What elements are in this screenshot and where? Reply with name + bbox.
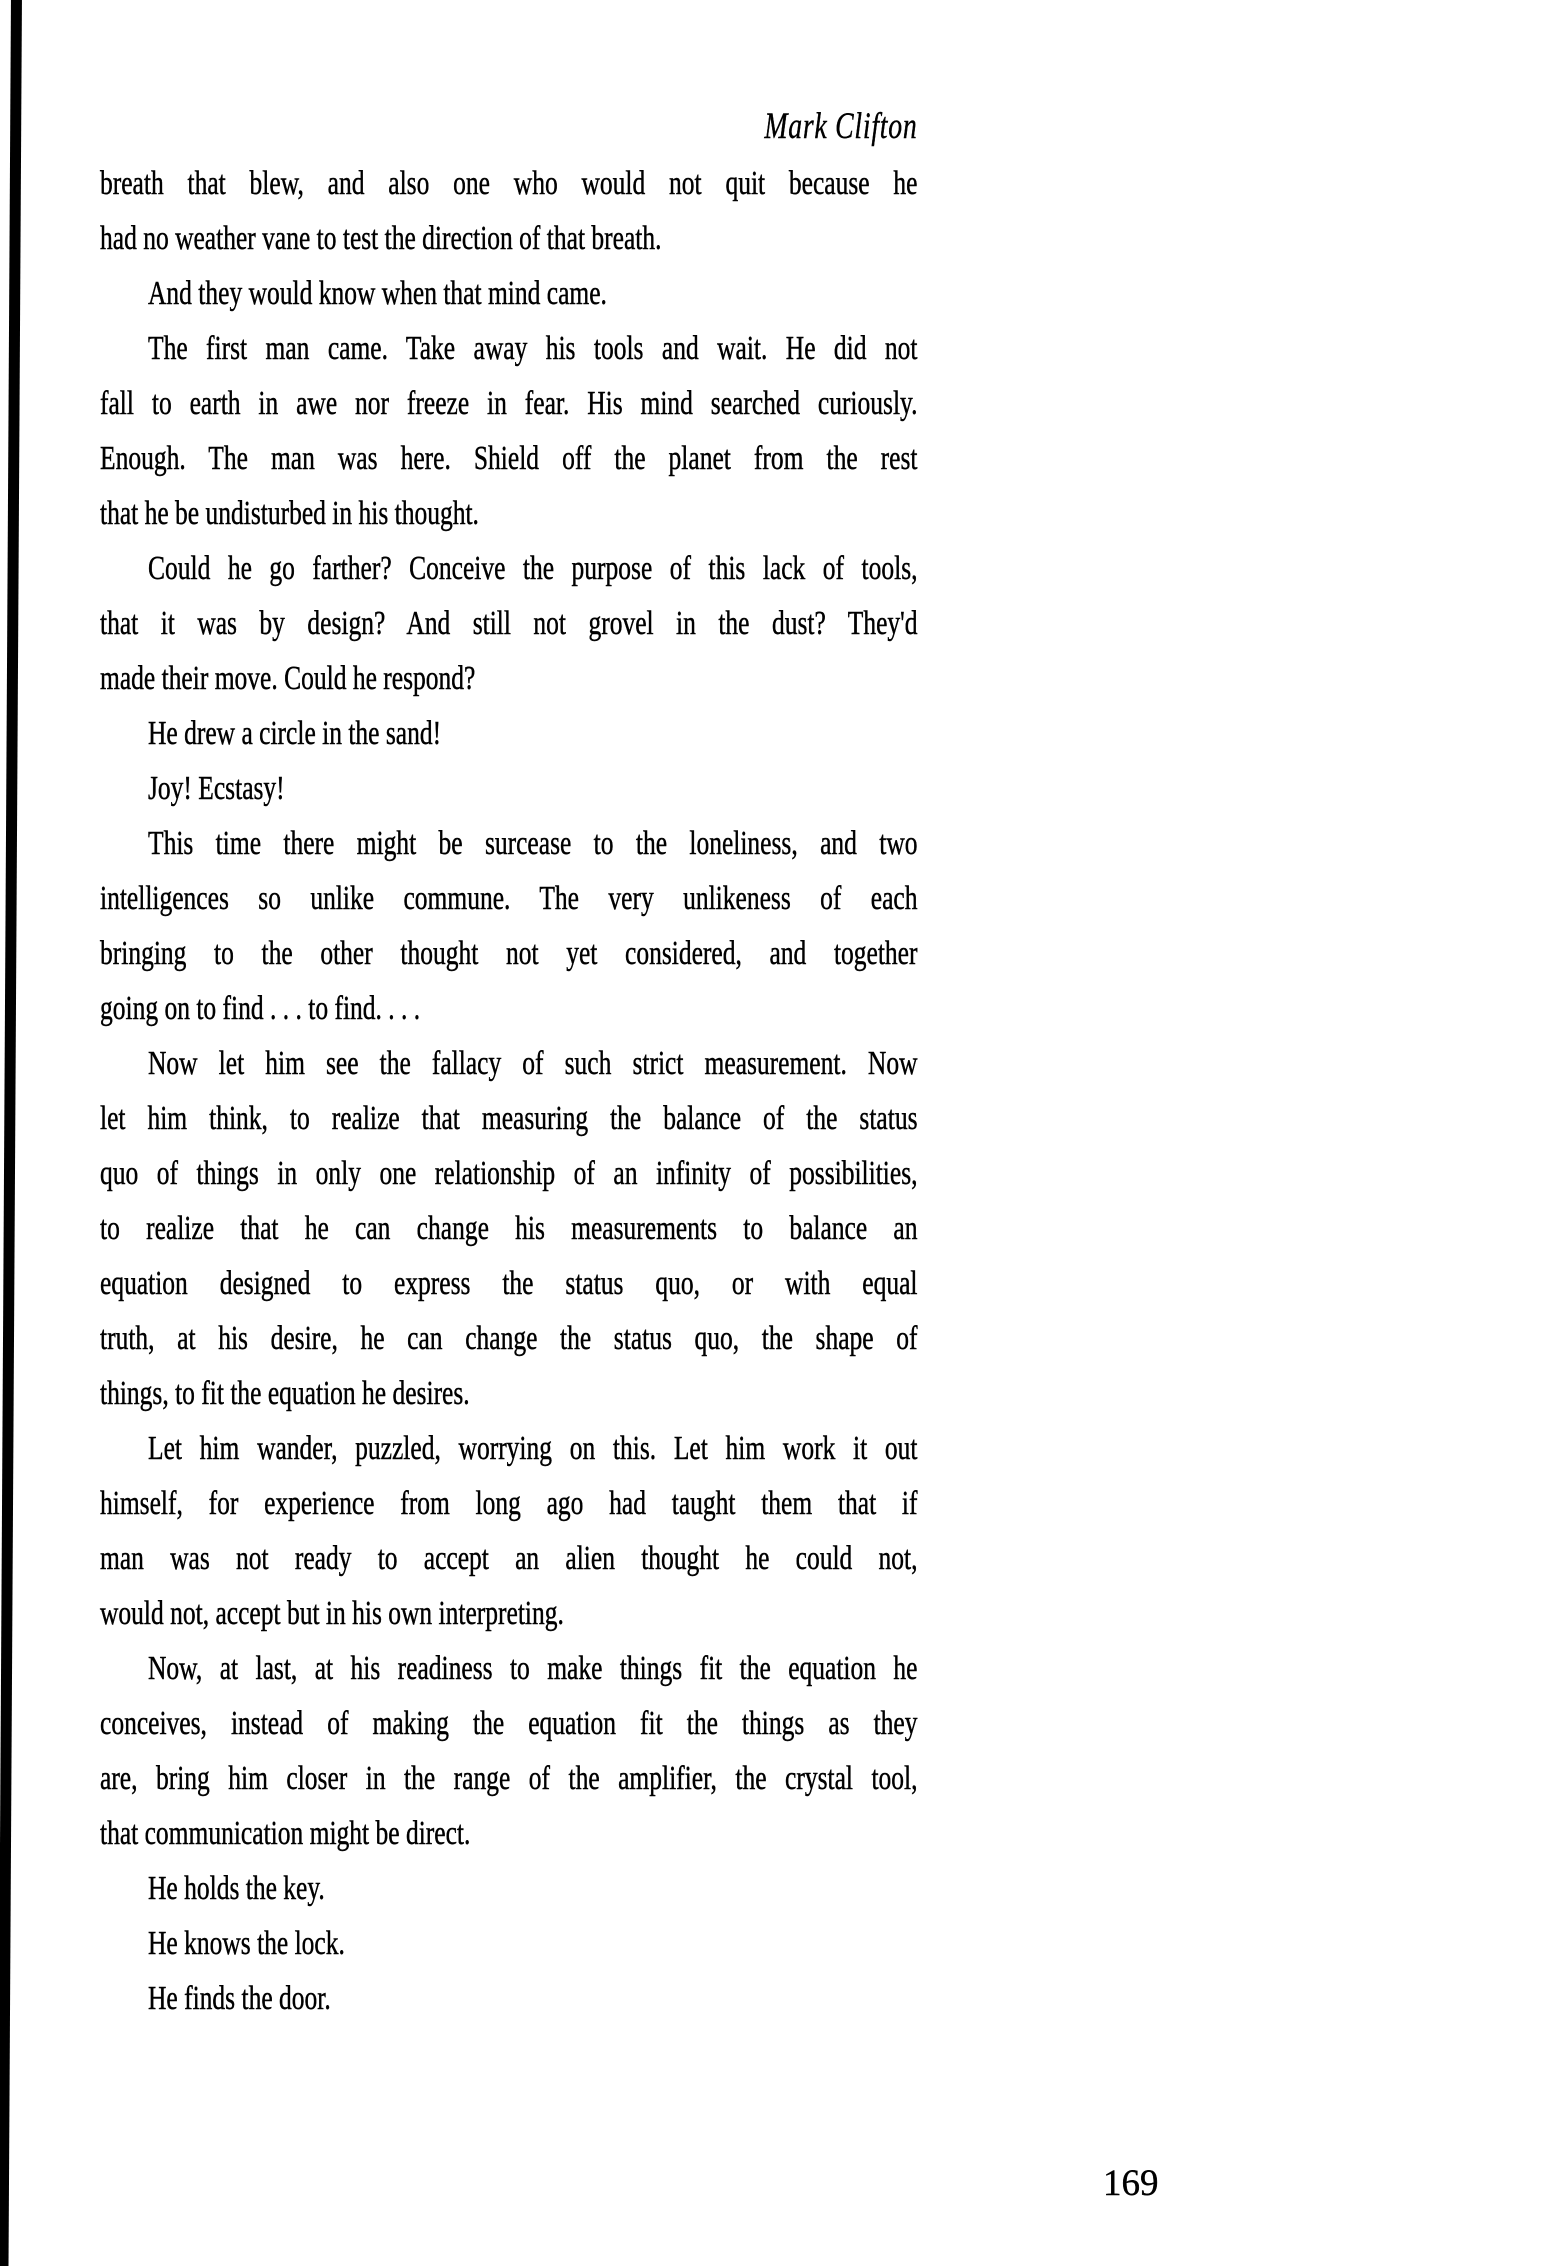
text-line: quo of things in only one relationship of an infinity of possibilities, xyxy=(100,1155,918,1192)
text-line: Could he go farther? Conceive the purpose of this lack of tools, xyxy=(148,550,918,587)
page-number: 169 xyxy=(1103,2163,1159,2204)
text-line: And they would know when that mind came. xyxy=(148,275,607,312)
text-line: truth, at his desire, he can change the status quo, the shape of xyxy=(100,1320,918,1357)
running-header-author: Mark Clifton xyxy=(764,106,918,147)
text-line: Joy! Ecstasy! xyxy=(148,770,285,807)
text-line: going on to find . . . to find. . . . xyxy=(100,990,421,1027)
text-line: He finds the door. xyxy=(148,1980,331,2017)
text-line: that communication might be direct. xyxy=(100,1815,471,1852)
text-line: Now let him see the fallacy of such strict measurement. Now xyxy=(148,1045,918,1082)
text-line: things, to fit the equation he desires. xyxy=(100,1375,470,1412)
text-line: He holds the key. xyxy=(148,1870,325,1907)
text-line: He drew a circle in the sand! xyxy=(148,715,442,752)
scan-edge-line xyxy=(0,0,22,2266)
text-line: conceives, instead of making the equation fit the things as they xyxy=(100,1705,918,1742)
text-line: He knows the lock. xyxy=(148,1925,345,1962)
text-line: had no weather vane to test the direction of that breath. xyxy=(100,220,662,257)
text-line: fall to earth in awe nor freeze in fear. His mind searched curiously. xyxy=(100,385,918,422)
text-line: that he be undisturbed in his thought. xyxy=(100,495,479,532)
body-text-block xyxy=(100,156,918,2026)
text-line: Let him wander, puzzled, worrying on this. Let him work it out xyxy=(148,1430,918,1467)
text-line: let him think, to realize that measuring the balance of the status xyxy=(100,1100,918,1137)
text-line: Enough. The man was here. Shield off the planet from the rest xyxy=(100,440,918,477)
text-line: Now, at last, at his readiness to make things fit the equation he xyxy=(148,1650,918,1687)
text-line: This time there might be surcease to the loneliness, and two xyxy=(148,825,918,862)
text-line: breath that blew, and also one who would not quit because he xyxy=(100,165,918,202)
text-line: are, bring him closer in the range of the amplifier, the crystal tool, xyxy=(100,1760,918,1797)
text-line: would not, accept but in his own interpreting. xyxy=(100,1595,564,1632)
text-line: man was not ready to accept an alien thought he could not, xyxy=(100,1540,918,1577)
text-line: that it was by design? And still not grovel in the dust? They'd xyxy=(100,605,918,642)
text-line: bringing to the other thought not yet considered, and together xyxy=(100,935,918,972)
text-line: equation designed to express the status quo, or with equal xyxy=(100,1265,918,1302)
text-line: intelligences so unlike commune. The very unlikeness of each xyxy=(100,880,918,917)
text-line: made their move. Could he respond? xyxy=(100,660,476,697)
text-line: himself, for experience from long ago had taught them that if xyxy=(100,1485,918,1522)
text-line: to realize that he can change his measurements to balance an xyxy=(100,1210,918,1247)
text-line: The first man came. Take away his tools and wait. He did not xyxy=(148,330,918,367)
